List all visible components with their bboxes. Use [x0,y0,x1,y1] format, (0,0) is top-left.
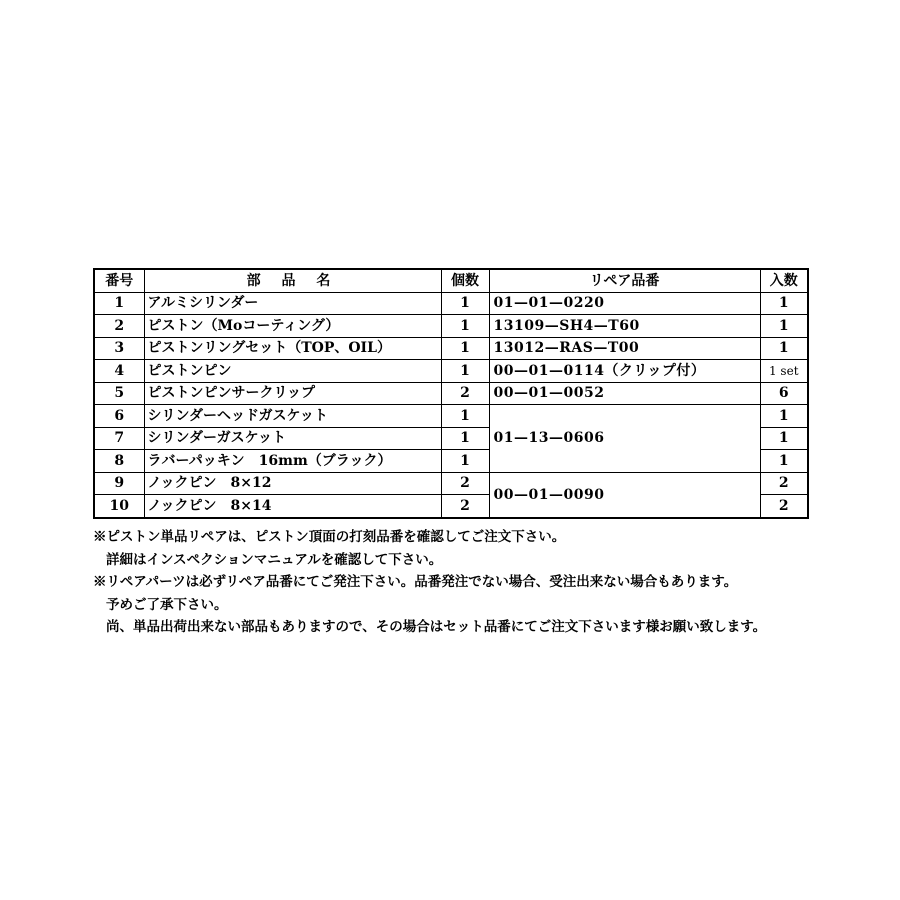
row-quantity: 2 [441,472,489,495]
table-row [94,360,808,383]
row-repair-number-merged: 00—01—0090 [489,472,760,518]
row-quantity: 1 [441,405,489,428]
row-part-name: ピストンピン [144,360,441,383]
row-part-name: ラバーパッキン 16mm（ブラック） [144,450,441,473]
row-quantity: 2 [441,382,489,405]
note-line: ※ピストン単品リペアは、ピストン頂面の打刻品番を確認してご注文下さい。 [93,529,566,545]
note-line: 尚、単品出荷出来ない部品もありますので、その場合はセット品番にてご注文下さいます様お願い致します。 [106,619,767,635]
header-number: 番号 [94,269,144,292]
row-pack-quantity: 1 [760,450,808,473]
row-pack-quantity: 1 [760,337,808,360]
row-part-name: ノックピン 8×12 [144,472,441,495]
row-pack-quantity: 1 [760,427,808,450]
row-repair-number: 00—01—0114（クリップ付） [489,360,760,383]
table-row [94,292,808,315]
row-number: 1 [94,292,144,315]
note-line: ※リペアパーツは必ずリペア品番にてご発注下さい。品番発注でない場合、受注出来ない場合もあります。 [93,574,738,590]
row-part-name: シリンダーガスケット [144,427,441,450]
row-quantity: 1 [441,450,489,473]
row-number: 7 [94,427,144,450]
row-quantity: 1 [441,427,489,450]
row-pack-quantity: 1 [760,405,808,428]
table-row [94,405,808,428]
row-pack-quantity: 2 [760,472,808,495]
row-part-name: ピストン（Moコーティング） [144,315,441,338]
note-line: 予めご了承下さい。 [106,596,228,613]
table-row [94,315,808,338]
row-pack-quantity: 1 set [760,360,808,383]
row-quantity: 1 [441,292,489,315]
row-repair-number: 00—01—0052 [489,382,760,405]
row-number: 9 [94,472,144,495]
row-number: 10 [94,495,144,518]
row-quantity: 1 [441,337,489,360]
row-quantity: 1 [441,360,489,383]
row-pack-quantity: 6 [760,382,808,405]
header-pack-quantity: 入数 [760,269,808,292]
row-pack-quantity: 1 [760,315,808,338]
table-row [94,382,808,405]
header-part-name: 部 品 名 [144,269,441,292]
row-quantity: 1 [441,315,489,338]
row-repair-number-merged: 01—13—0606 [489,405,760,473]
row-repair-number: 13109—SH4—T60 [489,315,760,338]
row-number: 3 [94,337,144,360]
table-row [94,472,808,495]
parts-table [93,268,809,519]
row-part-name: ピストンピンサークリップ [144,382,441,405]
row-repair-number: 13012—RAS—T00 [489,337,760,360]
header-quantity: 個数 [441,269,489,292]
row-number: 6 [94,405,144,428]
note-line: 詳細はインスペクションマニュアルを確認して下さい。 [106,551,443,568]
row-pack-quantity: 2 [760,495,808,518]
notes-section [93,526,893,639]
row-part-name: ノックピン 8×14 [144,495,441,518]
table-header-row [94,269,808,292]
row-repair-number: 01—01—0220 [489,292,760,315]
table-row [94,337,808,360]
row-number: 8 [94,450,144,473]
row-part-name: ピストンリングセット（TOP、OIL） [144,337,441,360]
row-number: 4 [94,360,144,383]
row-part-name: アルミシリンダー [144,292,441,315]
header-repair-number: リペア品番 [489,269,760,292]
row-pack-quantity: 1 [760,292,808,315]
row-part-name: シリンダーヘッドガスケット [144,405,441,428]
row-quantity: 2 [441,495,489,518]
row-number: 5 [94,382,144,405]
row-number: 2 [94,315,144,338]
